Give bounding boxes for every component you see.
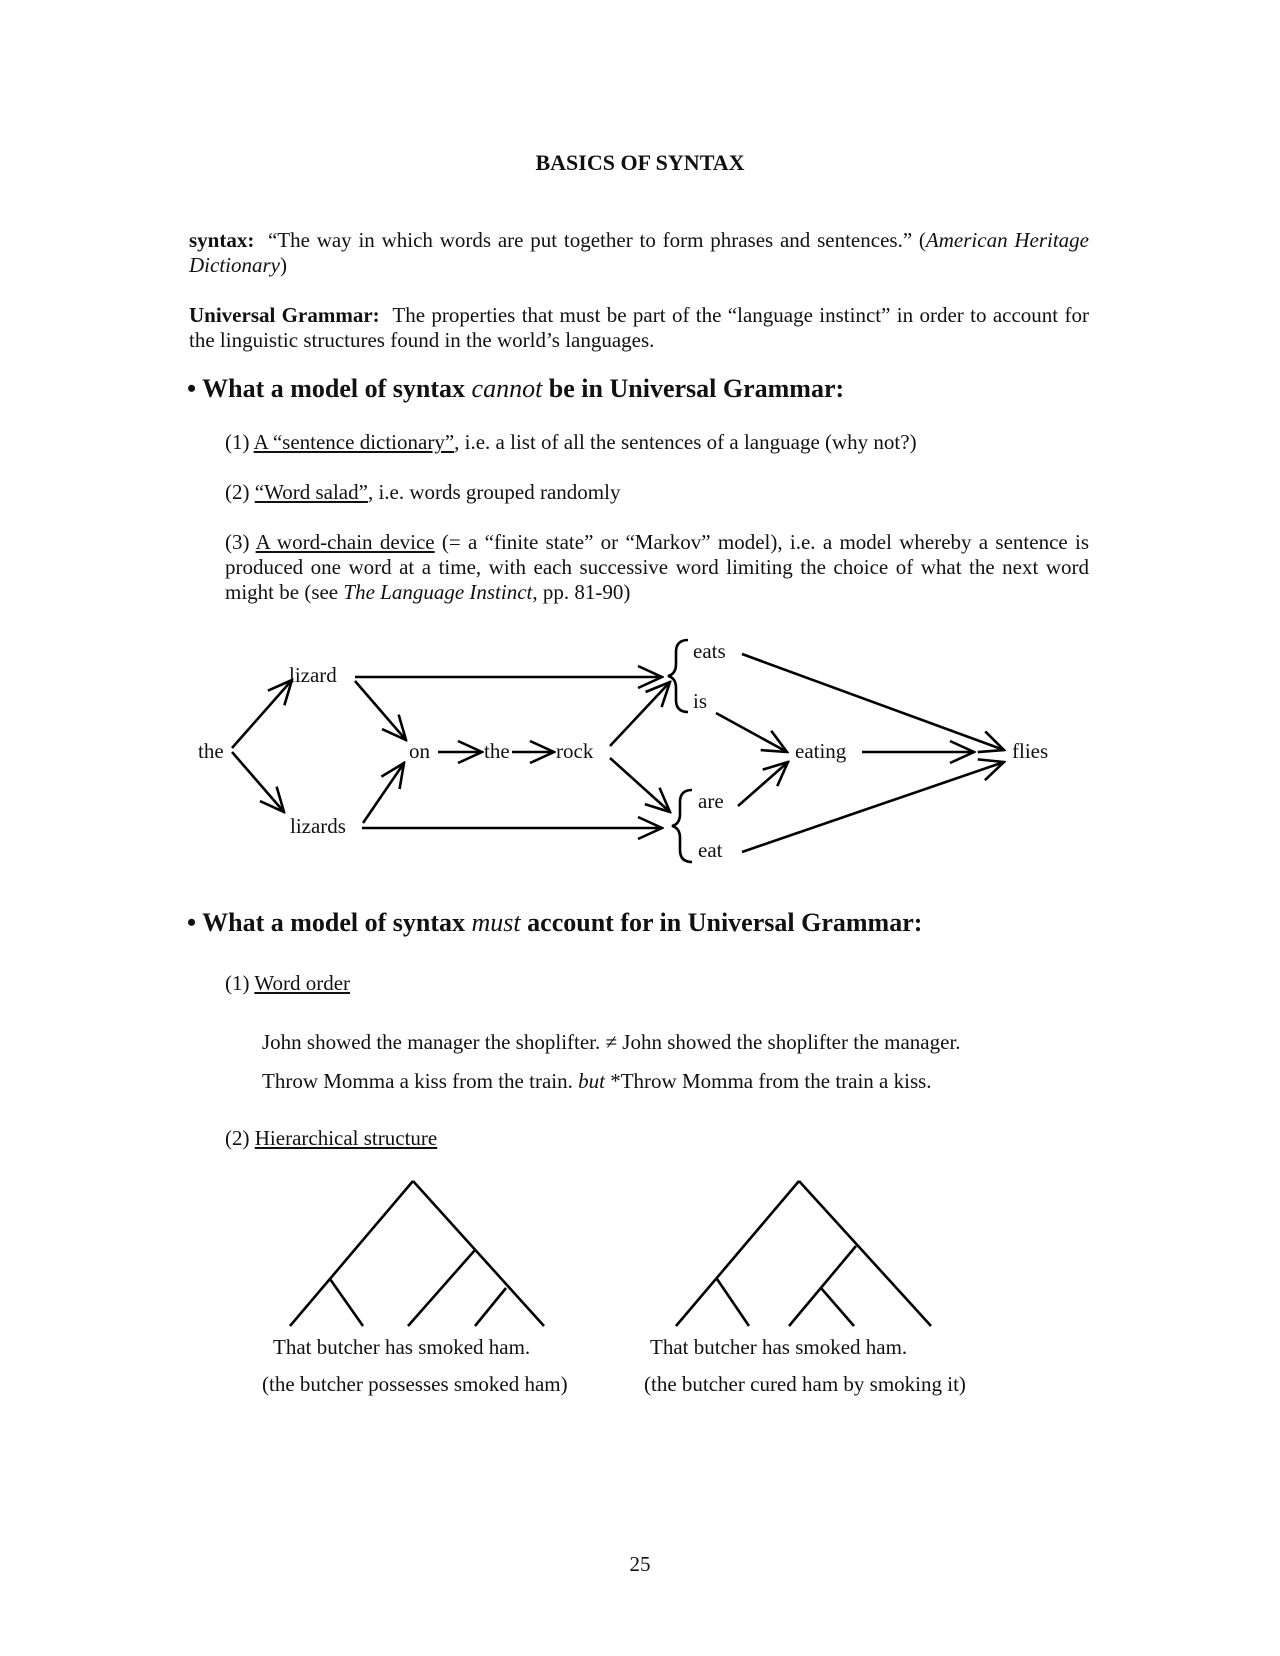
item-text: , i.e. words grouped randomly — [367, 480, 621, 504]
ug-term: Universal Grammar: — [189, 303, 380, 327]
item-term: Word order — [254, 971, 351, 995]
page-title: BASICS OF SYNTAX — [535, 150, 745, 175]
syntax-term: syntax: — [189, 228, 255, 252]
item-number: (2) — [225, 1126, 255, 1150]
heading-post: account for in Universal Grammar: — [520, 908, 923, 937]
item-text-end: , pp. 81-90) — [532, 580, 631, 604]
node-eat: eat — [698, 838, 723, 862]
example-part-a: Throw Momma a kiss from the train. — [262, 1069, 579, 1093]
node-on: on — [409, 739, 430, 763]
word-order-example-1: John showed the manager the shoplifter. ≠ John showed the shoplifter the manager. — [262, 1030, 961, 1054]
syntax-source: American Heritage Dictionary — [189, 228, 1090, 277]
node-lizards: lizards — [290, 814, 346, 838]
tree-left-sentence: That butcher has smoked ham. — [273, 1335, 531, 1359]
node-eats: eats — [693, 639, 726, 663]
item-number: (1) — [225, 430, 254, 454]
syntax-text: “The way in which words are put together to form phrases and sentences.” ( — [267, 228, 926, 252]
node-lizard: lizard — [289, 663, 337, 687]
tree-right-sentence: That butcher has smoked ham. — [650, 1335, 908, 1359]
item-term: A “sentence dictionary” — [253, 430, 455, 454]
node-is: is — [693, 689, 708, 713]
example-part-b: *Throw Momma from the train a kiss. — [604, 1069, 932, 1093]
item-term: Hierarchical structure — [254, 1126, 438, 1150]
node-eating: eating — [795, 739, 847, 763]
tree-left — [290, 1181, 544, 1326]
node-rock: rock — [556, 739, 594, 763]
heading-post: be in Universal Grammar: — [542, 374, 845, 403]
heading-pre: • What a model of syntax — [187, 908, 472, 937]
ug-text: The properties that must be part of the “language instinct” in order to account for the linguistic structures found in the world’s languages. — [189, 303, 1089, 352]
item-number: (1) — [225, 971, 255, 995]
item-number: (2) — [225, 480, 255, 504]
node-the-2: the — [484, 739, 510, 763]
item-text: (= a “finite state” or “Markov” model), i.e. a model whereby a sentence is produced one word at a time, with each successive word limiting the choice of what the next word might be (see — [225, 530, 1090, 604]
tree-left-gloss: (the butcher possesses smoked ham) — [262, 1372, 568, 1396]
node-flies: flies — [1012, 739, 1049, 763]
tree-right-gloss: (the butcher cured ham by smoking it) — [644, 1372, 966, 1396]
node-the: the — [198, 739, 224, 763]
heading-em: cannot — [471, 374, 543, 403]
tree-right — [676, 1181, 931, 1326]
item-term: “Word salad” — [254, 480, 368, 504]
item-number: (3) — [225, 530, 256, 554]
item-text: , i.e. a list of all the sentences of a language (why not?) — [454, 430, 917, 454]
book-title: The Language Instinct — [343, 580, 533, 604]
heading-pre: • What a model of syntax — [187, 374, 472, 403]
heading-em: must — [471, 908, 521, 937]
page-number: 25 — [629, 1552, 651, 1576]
item-term: A word-chain device — [255, 530, 435, 554]
syntax-close: ) — [279, 253, 287, 277]
node-are: are — [698, 789, 724, 813]
example-but: but — [578, 1069, 605, 1093]
